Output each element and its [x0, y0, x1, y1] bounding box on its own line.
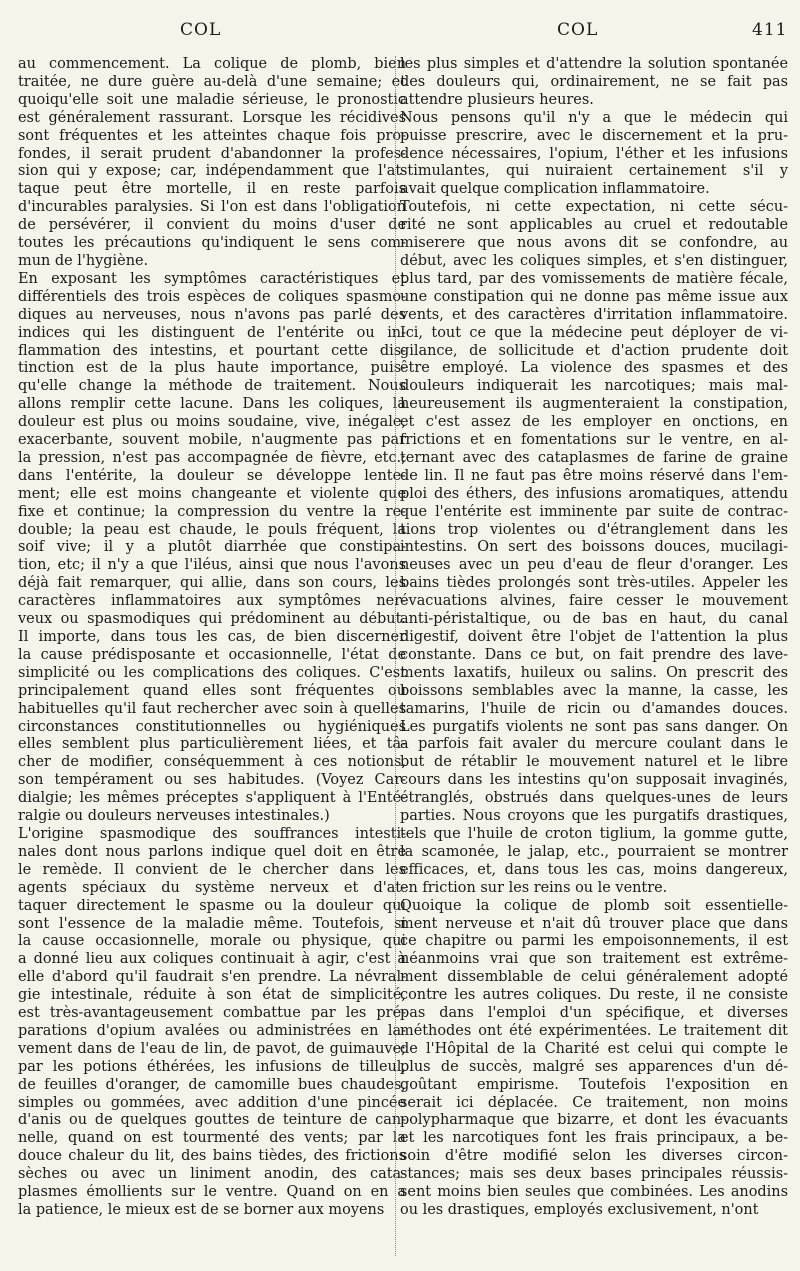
- text-line: plasmes émollients sur le ventre. Quand on en a: [18, 1184, 406, 1201]
- text-line: douce chaleur du lit, des bains tièdes, des frictions: [18, 1148, 406, 1165]
- text-line: boissons semblables avec la manne, la casse, les: [400, 682, 788, 699]
- text-line: la cause occasionnelle, morale ou physique, qui: [18, 933, 406, 950]
- text-line: miserere que nous avons dit se confondre, au: [400, 235, 788, 252]
- text-line: la scamonée, le jalap, etc., pourraient se montrer: [400, 843, 788, 860]
- text-line: a donné lieu aux coliques continuait à agir, c'est à: [18, 951, 406, 968]
- text-line: anti-péristaltique, ou de bas en haut, du canal: [400, 611, 788, 628]
- text-line: L'origine spasmodique des souffrances intesti-: [18, 825, 406, 842]
- text-line: plus de succès, malgré ses apparences d'un dé-: [400, 1058, 788, 1075]
- text-line: simples ou gommées, avec addition d'une pincée: [18, 1094, 406, 1111]
- text-line: que l'entérite est imminente par suite de contrac-: [400, 503, 788, 520]
- text-line: le remède. Il convient de le chercher dans les: [18, 861, 406, 878]
- text-line: son tempérament ou ses habitudes. (Voyez Car-: [18, 772, 406, 789]
- text-line: double; la peau est chaude, le pouls fréquent, la: [18, 521, 406, 538]
- text-line: circonstances constitutionnelles ou hygiéniques: [18, 718, 406, 735]
- text-line: d'incurables paralysies. Si l'on est dans l'obligation: [18, 199, 406, 216]
- text-line: quoiqu'elle soit une maladie sérieuse, le pronostic: [18, 91, 406, 108]
- text-line: gilance, de sollicitude et d'action prudente doit: [400, 342, 788, 359]
- text-line: polypharmaque que bizarre, et dont les évacuants: [400, 1112, 788, 1129]
- right-text-column: [400, 56, 788, 1220]
- text-line: sèches ou avec un liniment anodin, des cata-: [18, 1166, 406, 1183]
- page-number: 411: [752, 20, 788, 40]
- text-line: ou les drastiques, employés exclusivement, n'ont: [400, 1202, 759, 1218]
- text-line: la cause prédisposante et occasionnelle, l'état de: [18, 646, 406, 663]
- text-line: toutes les précautions qu'indiquent le sens com-: [18, 235, 406, 252]
- text-line: digestif, doivent être l'objet de l'attention la plus: [400, 629, 788, 645]
- text-line: caractères inflammatoires aux symptômes ner-: [18, 593, 406, 610]
- text-line: la patience, le mieux est de se borner aux moyens: [18, 1202, 385, 1218]
- text-line: stimulantes, qui nuiraient certainement s'il y: [400, 163, 788, 180]
- text-line: attendre plusieurs heures.: [400, 91, 594, 108]
- text-line: goûtant empirisme. Toutefois l'exposition en: [400, 1076, 788, 1093]
- text-line: de l'Hôpital de la Charité est celui qui compte le: [400, 1040, 788, 1057]
- text-line: traitée, ne dure guère au-delà d'une semaine; et: [18, 73, 406, 90]
- text-line: ploi des éthers, des infusions aromatiques, attendu: [400, 485, 788, 502]
- text-line: nelle, quand on est tourmenté des vents; par la: [18, 1130, 406, 1147]
- text-line: tels que l'huile de croton tiglium, la gomme gutte,: [400, 825, 788, 842]
- text-line: vement dans de l'eau de lin, de pavot, de guimauve;: [18, 1040, 406, 1057]
- text-line: Quoique la colique de plomb soit essentielle-: [400, 897, 788, 914]
- text-line: sont fréquentes et les atteintes chaque fois pro-: [18, 127, 406, 144]
- text-line: elles semblent plus particulièrement liées, et tâ-: [18, 736, 406, 753]
- text-line: est très-avantageusement combattue par les pré-: [18, 1005, 406, 1022]
- text-line: déjà fait remarquer, qui allie, dans son cours, les: [18, 575, 406, 592]
- text-line: neuses avec un peu d'eau de fleur d'oranger. Les: [400, 557, 788, 574]
- text-line: soif vive; il y a plutôt diarrhée que constipa-: [18, 539, 406, 556]
- text-line: elle d'abord qu'il faudrait s'en prendre. La névral-: [18, 969, 406, 986]
- text-line: ment dissemblable de celui généralement adopté: [400, 969, 788, 986]
- text-line: ment nerveuse et n'ait dû trouver place que dans: [400, 915, 788, 932]
- text-line: Ici, tout ce que la médecine peut déployer de vi-: [400, 324, 788, 341]
- text-line: but de rétablir le mouvement naturel et le libre: [400, 754, 788, 771]
- text-line: principalement quand elles sont fréquentes ou: [18, 682, 406, 699]
- text-line: stances; mais ses deux bases principales réussis-: [400, 1166, 788, 1183]
- running-head-left: COL: [180, 20, 222, 40]
- text-line: Nous pensons qu'il n'y a que le médecin qui: [400, 109, 788, 126]
- text-line: simplicité ou les complications des coliques. C'est: [18, 664, 406, 681]
- text-line: habituelles qu'il faut rechercher avec soin à quelles: [18, 700, 406, 717]
- text-line: constante. Dans ce but, on fait prendre des lave-: [400, 646, 788, 663]
- text-line: douleur est plus ou moins soudaine, vive, inégale,: [18, 414, 406, 431]
- text-line: indices qui les distinguent de l'entérite ou in-: [18, 324, 406, 341]
- text-line: Toutefois, ni cette expectation, ni cette sécu-: [400, 199, 788, 216]
- text-line: exacerbante, souvent mobile, n'augmente pas par: [18, 432, 406, 449]
- text-line: nales dont nous parlons indique quel doit en être: [18, 843, 406, 860]
- text-line: douleurs indiquerait les narcotiques; mais mal-: [400, 378, 788, 395]
- text-line: intestins. On sert des boissons douces, mucilagi-: [400, 539, 788, 556]
- text-line: diques au nerveuses, nous n'avons pas parlé des: [18, 306, 406, 323]
- text-line: agents spéciaux du système nerveux et d'at-: [18, 879, 406, 896]
- text-line: méthodes ont été expérimentées. Le traitement dit: [400, 1022, 788, 1039]
- text-line: tion, etc; il n'y a que l'iléus, ainsi que nous l'avons: [18, 557, 406, 574]
- text-line: tamarins, l'huile de ricin ou d'amandes douces.: [400, 700, 788, 717]
- text-line: une constipation qui ne donne pas même issue aux: [400, 288, 788, 305]
- text-line: sont l'essence de la maladie même. Toutefois, si: [18, 915, 406, 932]
- text-line: la pression, n'est pas accompagnée de fièvre, etc.;: [18, 449, 406, 466]
- text-line: étranglés, obstrués dans quelques-unes de leurs: [400, 790, 788, 807]
- text-line: taquer directement le spasme ou la douleur qui: [18, 897, 406, 914]
- text-line: néanmoins vrai que son traitement est extrême-: [400, 951, 788, 968]
- text-line: gie intestinale, réduite à son état de simplicité,: [18, 987, 406, 1004]
- text-line: sion qui y expose; car, indépendamment que l'at-: [18, 163, 406, 180]
- text-line: fixe et continue; la compression du ventre la re-: [18, 503, 406, 520]
- text-line: au commencement. La colique de plomb, bien: [18, 56, 406, 72]
- text-line: soin d'être modifié selon les diverses circon-: [400, 1148, 788, 1165]
- running-head-right: COL: [557, 20, 599, 40]
- text-line: les plus simples et d'attendre la solution spontanée: [400, 56, 788, 72]
- text-line: contre les autres coliques. Du reste, il ne consiste: [400, 987, 788, 1004]
- text-line: est généralement rassurant. Lorsque les récidives: [18, 109, 406, 126]
- text-line: de feuilles d'oranger, de camomille bues chaudes,: [18, 1076, 406, 1093]
- text-line: dans l'entérite, la douleur se développe lente-: [18, 467, 406, 484]
- text-line: pas dans l'emploi d'un spécifique, et diverses: [400, 1005, 788, 1022]
- text-line: Les purgatifs violents ne sont pas sans danger. On: [400, 718, 788, 735]
- text-line: rité ne sont applicables au cruel et redoutable: [400, 217, 788, 234]
- text-line: des douleurs qui, ordinairement, ne se fait pas: [400, 73, 788, 90]
- text-line: tinction est de la plus haute importance, puis-: [18, 360, 406, 377]
- text-line: tions trop violentes ou d'étranglement dans les: [400, 521, 788, 538]
- text-line: veux ou spasmodiques qui prédominent au début.: [18, 611, 406, 628]
- text-line: ce chapitre ou parmi les empoisonnements, il est: [400, 933, 788, 950]
- text-line: de lin. Il ne faut pas être moins réservé dans l'em-: [400, 467, 788, 484]
- text-line: avait quelque complication inflammatoire.: [400, 181, 710, 198]
- text-line: et c'est assez de les employer en onctions, en: [400, 414, 788, 431]
- text-line: ralgie ou douleurs nerveuses intestinales.): [18, 808, 330, 825]
- left-text-column: [18, 56, 406, 1220]
- text-line: différentiels des trois espèces de coliques spasmo-: [18, 288, 406, 305]
- text-line: frictions et en fomentations sur le ventre, en al-: [400, 432, 788, 449]
- text-line: heureusement ils augmenteraient la constipation,: [400, 396, 788, 413]
- text-line: parations d'opium avalées ou administrées en la-: [18, 1022, 406, 1039]
- text-line: vents, et des caractères d'irritation inflammatoire.: [400, 306, 788, 323]
- text-line: être employé. La violence des spasmes et des: [400, 360, 788, 377]
- text-line: parties. Nous croyons que les purgatifs drastiques,: [400, 808, 788, 825]
- text-line: flammation des intestins, et pourtant cette dis-: [18, 342, 406, 359]
- text-line: d'anis ou de quelques gouttes de teinture de can-: [18, 1112, 406, 1129]
- text-line: par les potions éthérées, les infusions de tilleul,: [18, 1058, 406, 1075]
- text-line: ment; elle est moins changeante et violente que: [18, 485, 406, 502]
- text-line: taque peut être mortelle, il en reste parfois: [18, 181, 406, 198]
- text-line: sent moins bien seules que combinées. Les anodins: [400, 1184, 788, 1201]
- text-line: de persévérer, il convient du moins d'user de: [18, 217, 406, 234]
- text-line: cours dans les intestins qu'on supposait invaginés,: [400, 772, 788, 789]
- text-line: a parfois fait avaler du mercure coulant dans le: [400, 736, 788, 753]
- text-line: mun de l'hygiène.: [18, 252, 149, 269]
- text-line: En exposant les symptômes caractéristiques et: [18, 270, 406, 287]
- text-line: qu'elle change la méthode de traitement. Nous: [18, 378, 406, 395]
- text-line: dialgie; les mêmes préceptes s'appliquent à l'Enté-: [18, 790, 406, 807]
- text-line: ternant avec des cataplasmes de farine de graine: [400, 449, 788, 466]
- text-line: plus tard, par des vomissements de matière fécale,: [400, 270, 788, 287]
- text-line: fondes, il serait prudent d'abandonner la profes-: [18, 145, 406, 162]
- text-line: évacuations alvines, faire cesser le mouvement: [400, 593, 788, 610]
- text-line: Il importe, dans tous les cas, de bien discerner: [18, 629, 406, 645]
- text-line: serait ici déplacée. Ce traitement, non moins: [400, 1094, 788, 1111]
- text-line: puisse prescrire, avec le discernement et la pru-: [400, 127, 788, 144]
- column-divider: [395, 56, 396, 1256]
- text-line: efficaces, et, dans tous les cas, moins dangereux,: [400, 861, 788, 878]
- text-line: bains tièdes prolongés sont très-utiles. Appeler les: [400, 575, 788, 592]
- text-line: allons remplir cette lacune. Dans les coliques, la: [18, 396, 406, 413]
- text-line: ments laxatifs, huileux ou salins. On prescrit des: [400, 664, 788, 681]
- text-line: et les narcotiques font les frais principaux, a be-: [400, 1130, 788, 1147]
- text-line: en friction sur les reins ou le ventre.: [400, 879, 668, 896]
- text-line: cher de modifier, conséquemment à ces notions,: [18, 754, 406, 771]
- text-line: début, avec les coliques simples, et s'en distinguer,: [400, 252, 788, 269]
- text-line: dence nécessaires, l'opium, l'éther et les infusions: [400, 145, 788, 162]
